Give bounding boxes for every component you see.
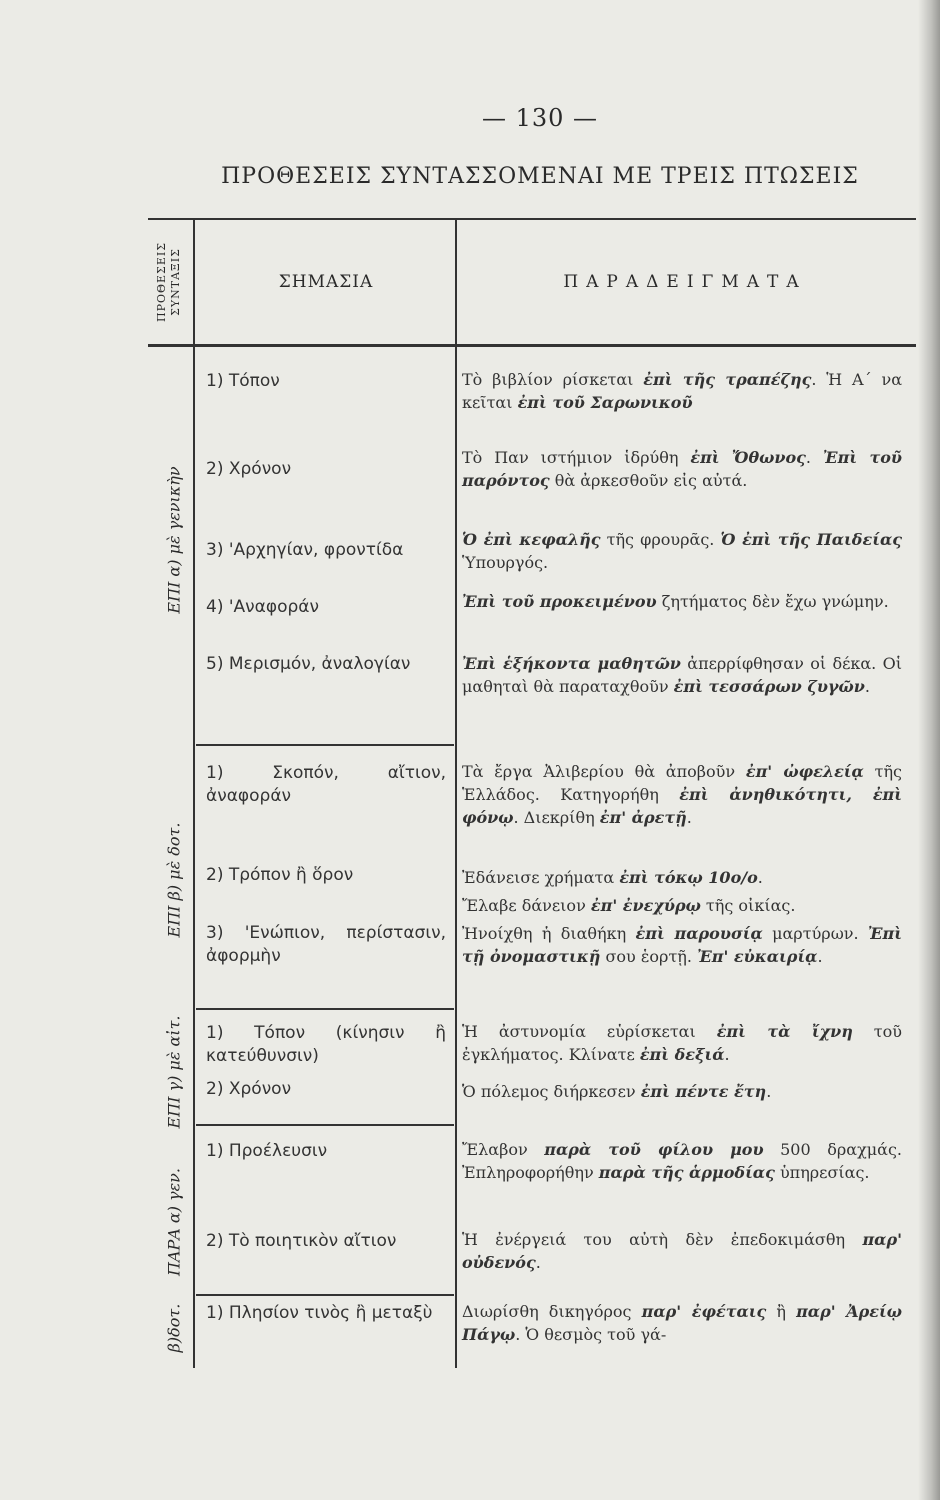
example-epi-a-4: Ἐπὶ τοῦ προκειμένου ζητήματος δὲν ἔχω γνώμην.: [462, 592, 889, 611]
table-top-rule: [148, 218, 916, 220]
example-epi-a-1: Τὸ βιβλίον ρίσκεται ἐπὶ τῆς τραπέζης. Ἡ Α΄ να κεῖται ἐπὶ τοῦ Σαρωνικοῦ: [462, 370, 903, 412]
separator-para-a: [196, 1294, 454, 1296]
meaning-epi-b-2: 2) Τρόπον ἢ ὅρον: [206, 865, 354, 885]
header-col1-line1: ΠΡΟΘΕΣΕΙΣ: [155, 242, 168, 322]
meaning-epi-a-4: 4) 'Αναφοράν: [206, 597, 319, 617]
header-examples: ΠΑΡΑΔΕΙΓΜΑΤΑ: [563, 272, 807, 292]
example-epi-a-5: Ἐπὶ ἑξήκοντα μαθητῶν ἀπερρίφθησαν οἱ δέκα. Οἱ μαθηταὶ θὰ παραταχθοῦν ἐπὶ τεσσάρων ζυγῶν.: [462, 654, 902, 696]
separator-epi-g: [196, 1124, 454, 1126]
meaning-epi-a-5: 5) Μερισμόν, ἀναλογίαν: [206, 654, 411, 674]
meaning-para-a-1: 1) Προέλευσιν: [206, 1141, 328, 1161]
column-divider-1: [193, 220, 195, 1368]
meaning-epi-b-1: 1) Σκοπόν, αἴτιον, ἀναφοράν: [206, 763, 446, 806]
header-prepositions-syntax: [148, 222, 190, 342]
example-epi-g-1: Ἡ ἀστυνομία εὑρίσκεται ἐπὶ τὰ ἴχνη τοῦ ἐγκλήματος. Κλίνατε ἐπὶ δεξιά.: [462, 1022, 903, 1064]
meaning-para-a-2: 2) Τὸ ποιητικὸν αἴτιον: [206, 1231, 397, 1251]
example-para-b-1: Διωρίσθη δικηγόρος παρ' ἐφέταις ἢ παρ' Ἀρείῳ Πάγῳ. Ὁ θεσμὸς τοῦ γά-: [462, 1302, 902, 1344]
example-epi-b-3: Ἠνοίχθη ἡ διαθήκη ἐπὶ παρουσίᾳ μαρτύρων. Ἐπὶ τῇ ὀνομαστικῇ σου ἑορτῇ. Ἐπ' εὐκαιρίᾳ.: [462, 924, 902, 966]
page-title: ΠΡΟΘΕΣΕΙΣ ΣΥΝΤΑΣΣΟΜΕΝΑΙ ΜΕ ΤΡΕΙΣ ΠΤΩΣΕΙΣ: [221, 164, 859, 189]
page-number: — 130 —: [481, 104, 599, 132]
column-divider-2: [455, 220, 457, 1368]
example-epi-b-1: Τὰ ἔργα Ἀλιβερίου θὰ ἀποβοῦν ἐπ' ὠφελείᾳ τῆς Ἑλλάδος. Κατηγορήθη ἐπὶ ἀνηθικότητι, ἐπὶ φόνῳ. Διεκρίθη ἐπ' ἀρετῇ.: [462, 762, 903, 827]
example-para-a-1: Ἔλαβον παρὰ τοῦ φίλου μου 500 δραχμάς. Ἐπληροφορήθην παρὰ τῆς ἁρμοδίας ὑπηρεσίας.: [462, 1140, 903, 1182]
example-epi-a-3: Ὁ ἐπὶ κεφαλῆς τῆς φρουρᾶς. Ὁ ἐπὶ τῆς Παιδείας Ὑπουργός.: [462, 530, 902, 572]
meaning-epi-g-1: 1) Τόπον (κίνησιν ἢ κατεύθυνσιν): [206, 1023, 446, 1066]
example-epi-b-2a: Ἐδάνεισε χρήματα ἐπὶ τόκῳ 10ο/ο.: [462, 868, 763, 887]
separator-epi-b: [196, 1008, 454, 1010]
table-header-rule: [148, 344, 916, 347]
header-col1-line2: ΣΥΝΤΑΞΙΣ: [169, 248, 182, 316]
meaning-epi-g-2: 2) Χρόνον: [206, 1079, 292, 1099]
separator-epi-a: [196, 744, 454, 746]
meaning-epi-a-1: 1) Τόπον: [206, 371, 280, 391]
example-epi-a-2: Τὸ Παν ιστήμιον ἱδρύθη ἐπὶ Ὄθωνος. Ἐπὶ τοῦ παρόντος θὰ ἀρκεσθοῦν εἰς αὐτά.: [462, 448, 902, 490]
meaning-epi-a-3: 3) 'Αρχηγίαν, φροντίδα: [206, 540, 404, 560]
meaning-epi-a-2: 2) Χρόνον: [206, 459, 292, 479]
meaning-para-b-1: 1) Πλησίον τινὸς ἢ μεταξὺ: [206, 1303, 433, 1323]
meaning-epi-b-3: 3) 'Ενώπιον, περίστασιν, ἀφορμὴν: [206, 923, 446, 966]
example-para-a-2: Ἡ ἐνέργειά του αὐτὴ δὲν ἐπεδοκιμάσθη παρ' οὐδενός.: [462, 1230, 902, 1272]
header-meaning: ΣΗΜΑΣΙΑ: [278, 272, 374, 292]
page-edge-shadow: [918, 0, 940, 1500]
example-epi-b-2b: Ἔλαβε δάνειον ἐπ' ἐνεχύρῳ τῆς οἰκίας.: [462, 896, 796, 915]
example-epi-g-2: Ὁ πόλεμος διήρκεσεν ἐπὶ πέντε ἔτη.: [462, 1082, 772, 1101]
